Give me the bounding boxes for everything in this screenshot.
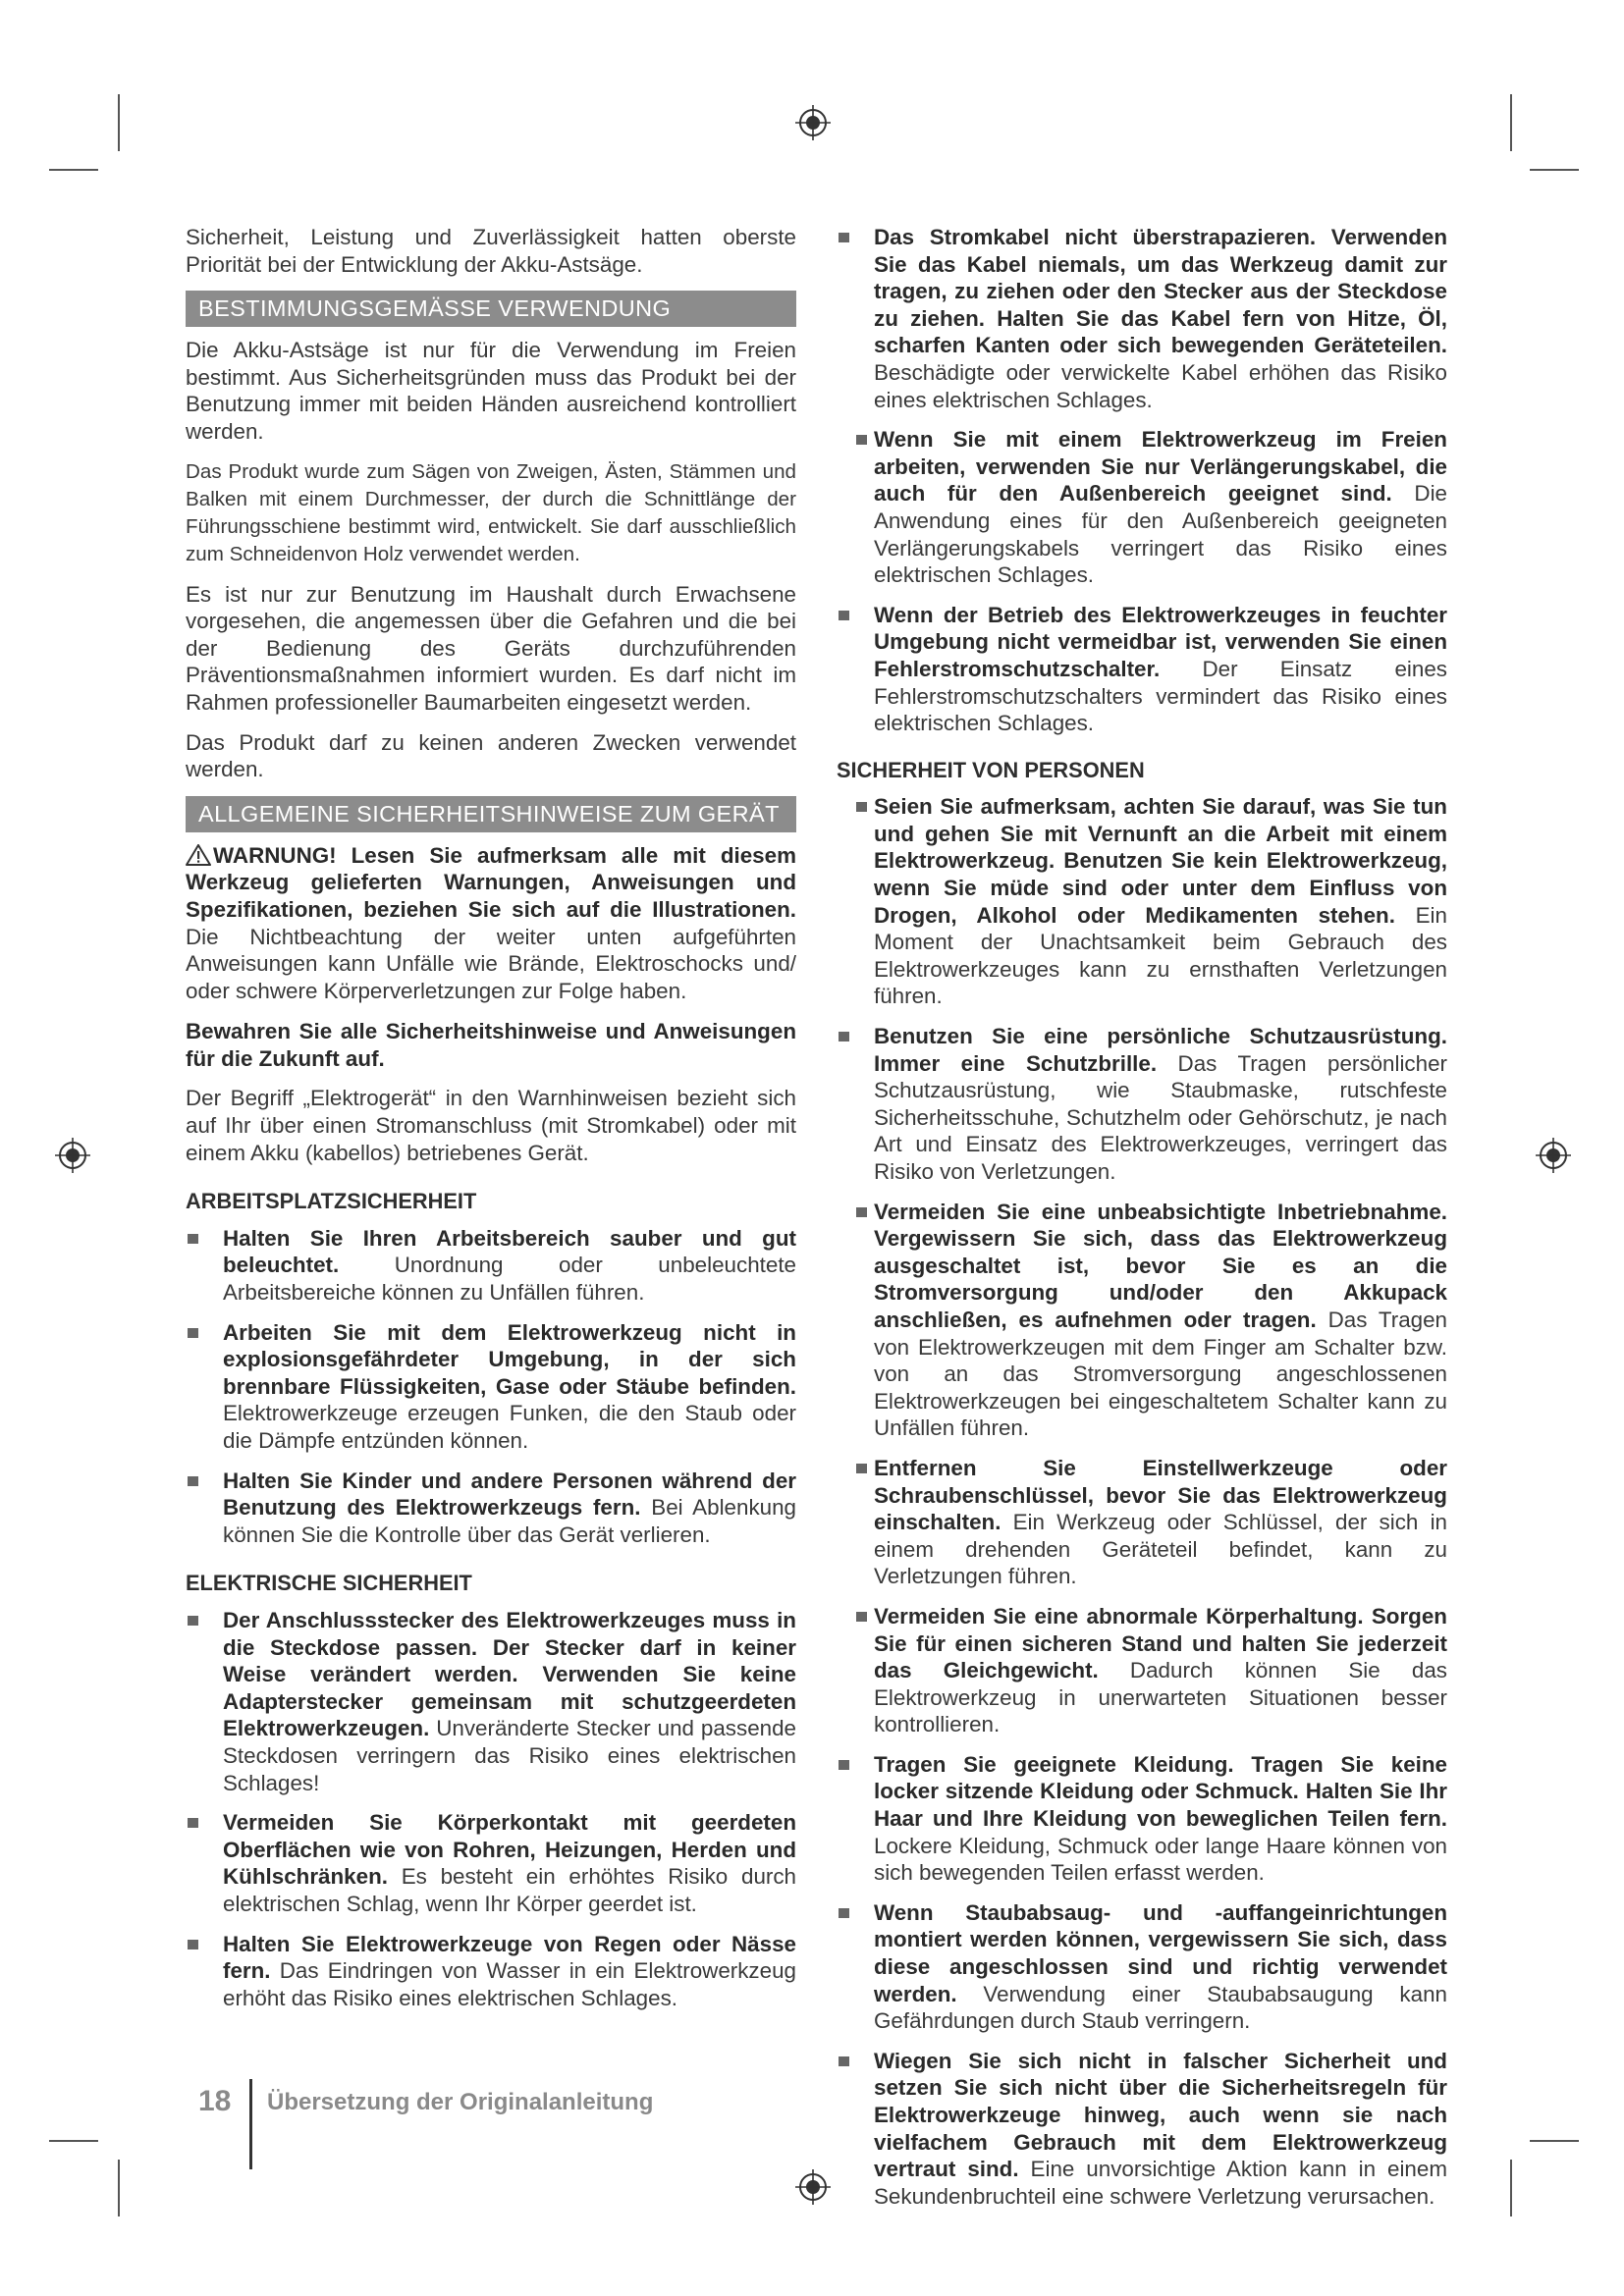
footer-divider [249,2079,252,2169]
list-item-bold: Vermeiden Sie eine abnormale Körperhaltung. Sorgen Sie für einen sicheren Stand und halten Sie jederzeit das Gleichgewicht. [874,1603,1447,1683]
list-item-text: Eine unvorsichtige Aktion kann in einem Sekundenbruchteil eine schwere Verletzung verursachen. [874,2157,1447,2209]
list-item-bold: Seien Sie aufmerksam, achten Sie darauf, was Sie tun und gehen Sie mit Vernunft an die Arbeit mit einem Elektrowerkzeug. Benutzen Sie kein Elektrowerkzeug, wenn Sie müde sind oder unter dem Einfluss von Drogen, Alkohol oder Medikamenten stehen. [874,794,1447,928]
square-bullet-icon [839,611,849,620]
footer-text: Übersetzung der Originalanleitung [267,2089,654,2115]
subhead-personal-safety: SICHERHEIT VON PERSONEN [837,757,1145,782]
crop-mark [118,94,120,151]
crop-mark [1510,94,1512,151]
workplace-list [186,1225,796,1549]
right-column [837,224,1447,2222]
keep-instructions-bold: Bewahren Sie alle Sicherheitshinweise und Anweisungen für die Zukunft auf. [186,1019,796,1071]
list-item [837,1899,1447,2035]
square-bullet-icon [856,435,867,445]
list-item-text: Lockere Kleidung, Schmuck oder lange Haare können von sich bewegenden Teilen erfasst werden. [874,1833,1447,1886]
list-item-bold: Vermeiden Sie eine unbeabsichtigte Inbetriebnahme. Vergewissern Sie sich, dass das Elektrowerkzeug ausgeschaltet ist, bevor Sie es an die Stromversorgung und/oder den Akkupack anschließen, es aufnehmen oder tragen. [874,1199,1447,1332]
list-item-text: Elektrowerkzeuge erzeugen Funken, die den Staub oder die Dämpfe entzünden können. [223,1401,796,1453]
subhead-workplace-safety: ARBEITSPLATZSICHERHEIT [186,1189,477,1214]
list-item [837,1455,1447,1590]
intro-paragraph: Sicherheit, Leistung und Zuverlässigkeit hatten oberste Priorität bei der Entwicklung der Akku-Astsäge. [186,225,796,277]
list-item [837,1603,1447,1738]
square-bullet-icon [839,1760,849,1770]
list-item [186,1225,796,1307]
list-item [837,2048,1447,2211]
list-item-text: Bei Ablenkung können Sie die Kontrolle über das Gerät verlieren. [223,1495,796,1547]
list-item [837,426,1447,589]
square-bullet-icon [856,1207,867,1217]
square-bullet-icon [188,1818,198,1828]
left-column [186,224,796,2024]
warning-text: Die Nichtbeachtung der weiter unten aufgeführten Anweisungen kann Unfälle wie Brände, Elektroschocks und/ oder schwere Körperverletzungen zur Folge haben. [186,924,796,1003]
section-banner-general-safety: ALLGEMEINE SICHERHEITSHINWEISE ZUM GERÄT [186,796,796,832]
list-item [837,793,1447,1010]
subhead-electrical-safety: ELEKTRISCHE SICHERHEIT [186,1571,472,1596]
list-item-bold: Das Stromkabel nicht überstrapazieren. Verwenden Sie das Kabel niemals, um das Werkzeug damit zur tragen, zu ziehen oder den Stecker aus der Steckdose zu ziehen. Halten Sie das Kabel fern von Hitze, Öl, scharfen Kanten oder sich bewegenden Geräteteilen. [874,225,1447,358]
square-bullet-icon [188,1234,198,1244]
square-bullet-icon [856,1612,867,1622]
list-item [837,1751,1447,1887]
list-item-bold: Wenn der Betrieb des Elektrowerkzeuges in feuchter Umgebung nicht vermeidbar ist, verwenden Sie einen Fehlerstromschutzschalter. [874,602,1447,681]
list-item-text: Unveränderte Stecker und passende Steckdosen verringern das Risiko eines elektrischen Schlages! [223,1716,796,1795]
term-definition: Der Begriff „Elektrogerät“ in den Warnhinweisen bezieht sich auf Ihr über einen Stromanschluss (mit Stromkabel) oder mit einem Akku (kabellos) betriebenes Gerät. [186,1086,796,1165]
list-item [186,1931,796,2012]
square-bullet-icon [856,802,867,812]
crop-mark [1530,169,1579,171]
list-item-bold: Der Anschlussstecker des Elektrowerkzeuges muss in die Steckdose passen. Der Stecker darf in keiner Weise verändert werden. Verwenden Sie keine Adapterstecker gemeinsam mit schutzgeerdeten Elektrowerkzeugen. [223,1607,796,1741]
square-bullet-icon [188,1476,198,1486]
list-item-text: Ein Moment der Unachtsamkeit beim Gebrauch des Elektrowerkzeuges kann zu ernsthaften Verletzungen führen. [874,902,1447,1009]
list-item [837,1023,1447,1186]
list-item-bold: Arbeiten Sie mit dem Elektrowerkzeug nicht in explosionsgefährdeter Umgebung, in der sich brennbare Flüssigkeiten, Gase oder Stäube befinden. [223,1319,796,1399]
list-item-bold: Halten Sie Kinder und andere Personen während der Benutzung des Elektrowerkzeugs fern. [223,1468,796,1521]
list-item-text: Unordnung oder unbeleuchtete Arbeitsbereiche können zu Unfällen führen. [223,1253,796,1306]
crop-mark [49,169,98,171]
registration-mark-icon [795,105,831,140]
square-bullet-icon [839,1032,849,1041]
list-item-bold: Vermeiden Sie Körperkontakt mit geerdeten Oberflächen wie von Rohren, Heizungen, Herden und Kühlschränken. [223,1810,796,1890]
list-item [186,1319,796,1455]
list-item-bold: Wenn Sie mit einem Elektrowerkzeug im Freien arbeiten, verwenden Sie nur Verlängerungskabel, die auch für den Außenbereich geeignet sind. [874,427,1447,507]
list-item-bold: Halten Sie Ihren Arbeitsbereich sauber und gut beleuchtet. [223,1225,796,1278]
keep-instructions [186,1018,796,1072]
body-paragraph: Das Produkt darf zu keinen anderen Zwecken verwendet werden. [186,729,796,782]
list-item [186,1809,796,1917]
list-item-bold: Benutzen Sie eine persönliche Schutzausrüstung. Immer eine Schutzbrille. [874,1024,1447,1076]
warning-paragraph [186,842,796,1005]
list-item [837,602,1447,737]
square-bullet-icon [188,1616,198,1626]
electrical-list-continued [837,224,1447,737]
list-item-text: Das Tragen von Elektrowerkzeugen mit dem Finger am Schalter bzw. von an das Stromversorgung angeschlossenen Elektrowerkzeugen bei eingeschaltetem Schalter kann zu Unfällen führen. [874,1307,1448,1441]
registration-mark-icon [55,1138,90,1173]
list-item-text: Es besteht ein erhöhtes Risiko durch elektrischen Schlag, wenn Ihr Körper geerdet ist. [223,1864,796,1916]
registration-mark-icon [1536,1138,1571,1173]
body-paragraph: Es ist nur zur Benutzung im Haushalt durch Erwachsene vorgesehen, die angemessen über die Gefahren und die bei der Bedienung des Geräts durchzuführenden Präventionsmaßnahmen informiert wurden. Es darf nicht im Rahmen professioneller Baumarbeiten eingesetzt werden. [186,581,796,715]
page-number: 18 [198,2085,232,2117]
list-item [186,1468,796,1549]
section-banner-intended-use: BESTIMMUNGSGEMÄSSE VERWENDUNG [186,291,796,327]
list-item-text: Dadurch können Sie das Elektrowerkzeug in unerwarteten Situationen besser kontrollieren. [874,1658,1447,1737]
list-item [837,224,1447,413]
list-item-text: Verwendung einer Staubabsaugung kann Gefährdungen durch Staub verringern. [874,1981,1447,2034]
list-item-text: Das Eindringen von Wasser in ein Elektrowerkzeug erhöht das Risiko eines elektrischen Schlages. [223,1958,796,2010]
list-item [186,1607,796,1796]
list-item-bold: Wenn Staubabsaug- und -auffangeinrichtungen montiert werden können, vergewissern Sie sich, dass diese angeschlossen sind und richtig verwendet werden. [874,1899,1447,2006]
list-item-text: Das Tragen persönlicher Schutzausrüstung, wie Staubmaske, rutschfeste Sicherheitsschuhe, Schutzhelm oder Gehörschutz, je nach Art und Einsatz des Elektrowerkzeuges, verringert das Risiko von Verletzungen. [874,1050,1447,1184]
list-item-text: Die Anwendung eines für den Außenbereich geeigneten Verlängerungskabels verringert das Risiko eines elektrischen Schlages. [874,481,1447,588]
list-item-bold: Entfernen Sie Einstellwerkzeuge oder Schraubenschlüssel, bevor Sie das Elektrowerkzeug einschalten. [874,1455,1447,1535]
registration-mark-icon [795,2169,831,2205]
list-item [837,1199,1447,1442]
list-item-text: Der Einsatz eines Fehlerstromschutzschalters vermindert das Risiko eines elektrischen Schlages. [874,656,1447,736]
body-paragraph: Das Produkt wurde zum Sägen von Zweigen, Ästen, Stämmen und Balken mit einem Durchmesser, der durch die Schnittlänge der Führungsschiene bestimmt wird, entwickelt. Sie darf ausschließlich zum Schneidenvon Holz verwendet werden. [186,459,796,565]
warning-bold-text: WARNUNG! Lesen Sie aufmerksam alle mit diesem Werkzeug gelieferten Warnungen, Anweisungen und Spezifikationen, beziehen Sie sich auf die Illustrationen. [186,842,796,922]
list-item-bold: Wiegen Sie sich nicht in falscher Sicherheit und setzen Sie sich nicht über die Sicherheitsregeln für Elektrowerkzeuge hinweg, auch wenn sie nach vielfachem Gebrauch mit dem Elektrowerkzeug vertraut sind. [874,2048,1447,2182]
crop-mark [1510,2160,1512,2216]
square-bullet-icon [839,1908,849,1918]
square-bullet-icon [188,1940,198,1949]
crop-mark [118,2160,120,2216]
crop-mark [1530,2140,1579,2142]
square-bullet-icon [839,2056,849,2066]
square-bullet-icon [839,233,849,242]
electrical-list [186,1607,796,2011]
personal-safety-list [837,793,1447,2210]
list-item-bold: Tragen Sie geeignete Kleidung. Tragen Sie keine locker sitzende Kleidung oder Schmuck. Halten Sie Ihr Haar und Ihre Kleidung von beweglichen Teilen fern. [874,1751,1447,1832]
list-item-text: Beschädigte oder verwickelte Kabel erhöhen das Risiko eines elektrischen Schlages. [874,359,1447,412]
square-bullet-icon [856,1464,867,1473]
list-item-bold: Halten Sie Elektrowerkzeuge von Regen oder Nässe fern. [223,1931,796,1984]
body-paragraph: Die Akku-Astsäge ist nur für die Verwendung im Freien bestimmt. Aus Sicherheitsgründen muss das Produkt bei der Benutzung immer mit beiden Händen ausreichend kontrolliert werden. [186,338,796,444]
warning-triangle-icon [186,844,211,866]
crop-mark [49,2140,98,2142]
list-item-text: Ein Werkzeug oder Schlüssel, der sich in einem drehenden Geräteteil befindet, kann zu Verletzungen führen. [874,1510,1447,1589]
square-bullet-icon [188,1328,198,1338]
